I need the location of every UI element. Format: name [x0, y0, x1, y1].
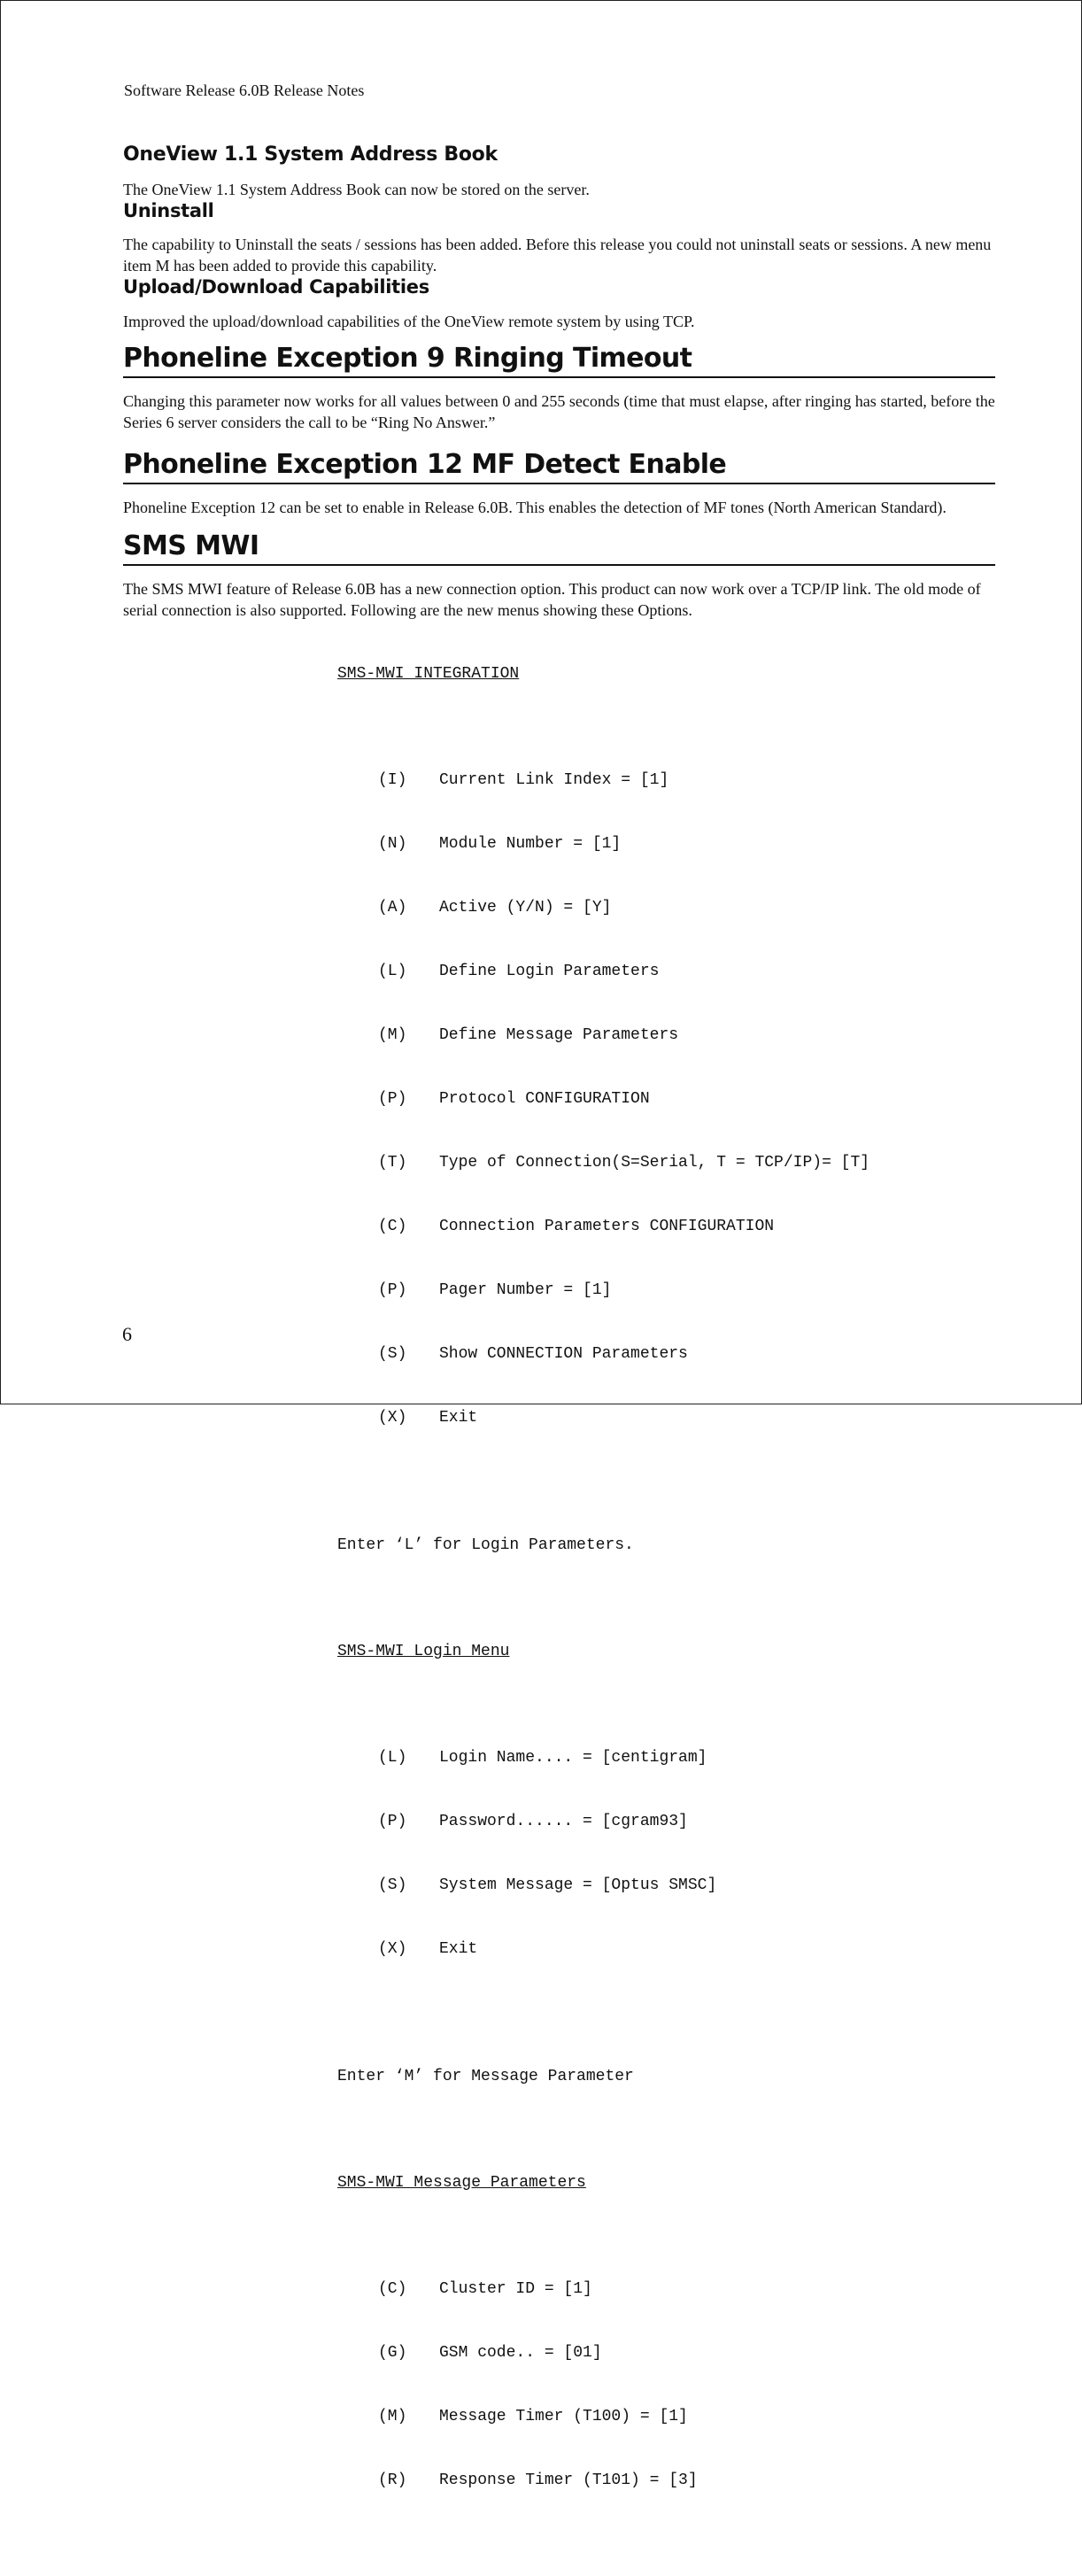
- menu-label: Active (Y/N) = [Y]: [439, 898, 612, 917]
- menu-label: Show CONNECTION Parameters: [439, 1344, 688, 1363]
- exception12-heading: Phoneline Exception 12 MF Detect Enable: [123, 448, 727, 480]
- uninstall-heading: Uninstall: [123, 200, 214, 222]
- menu-item: [337, 2342, 995, 2363]
- menu-label: Define Message Parameters: [439, 1025, 679, 1044]
- exception12-paragraph: Phoneline Exception 12 can be set to enable in Release 6.0B. This enables the detection of MF tones (North American Standard).: [123, 498, 947, 516]
- menu-item: [337, 1938, 995, 1960]
- oneview-heading: OneView 1.1 System Address Book: [123, 143, 498, 166]
- menu-key: (I): [378, 770, 407, 789]
- upload-download-paragraph: Improved the upload/download capabilities of the OneView remote system by using TCP.: [123, 312, 695, 330]
- menu-key: (X): [378, 1939, 407, 1958]
- menu-label: GSM code.. = [01]: [439, 2343, 602, 2362]
- menu-label: Exit: [439, 1939, 478, 1958]
- exception9-paragraph: Changing this parameter now works for all values between 0 and 255 seconds (time that must elapse, after ringing has started, before the Series 6 server considers the call to be “Ring No Answer.”: [123, 391, 995, 431]
- menu-key: (C): [378, 1217, 407, 1235]
- menu-label: Module Number = [1]: [439, 834, 622, 853]
- menu-key: (R): [378, 2471, 407, 2489]
- menu-item: [337, 2278, 995, 2300]
- menu-key: (N): [378, 834, 407, 853]
- menu-label: Connection Parameters CONFIGURATION: [439, 1217, 775, 1235]
- menu-key: (M): [378, 2407, 407, 2425]
- menu-item: [337, 897, 995, 918]
- menu-label: Current Link Index = [1]: [439, 770, 669, 789]
- exception9-heading: Phoneline Exception 9 Ringing Timeout: [123, 342, 692, 374]
- menu-label: Password...... = [cgram93]: [439, 1812, 688, 1830]
- menu-key: (M): [378, 1025, 407, 1044]
- menu-key: (A): [378, 898, 407, 917]
- menu-item: [337, 1152, 995, 1173]
- document-body: [123, 142, 995, 2576]
- menu-item: [337, 1343, 995, 1365]
- message-menu-title: SMS-MWI Message Parameters: [337, 2173, 586, 2192]
- page-number: 6: [122, 1323, 132, 1345]
- menu-label: Define Login Parameters: [439, 962, 660, 980]
- menu-key: (S): [378, 1344, 407, 1363]
- login-menu-items: [337, 1705, 995, 2002]
- login-prompt: Enter ‘L’ for Login Parameters.: [337, 1536, 634, 1554]
- menu-label: Exit: [439, 1408, 478, 1427]
- menu-item: [337, 1216, 995, 1237]
- exception9-heading-rule: [123, 343, 995, 378]
- menu-key: (C): [378, 2279, 407, 2298]
- menu-item: [337, 833, 995, 855]
- menu-item: [337, 2406, 995, 2427]
- integration-menu-items: [337, 727, 995, 1471]
- menu-item: [337, 1747, 995, 1768]
- menu-item: [337, 2470, 995, 2491]
- uninstall-paragraph: The capability to Uninstall the seats / sessions has been added. Before this release you could not uninstall seats or sessions. A new menu item M has been added to provide this capability.: [123, 235, 992, 275]
- menu-key: (P): [378, 1089, 407, 1108]
- menu-item: [337, 770, 995, 791]
- menu-item: [337, 961, 995, 982]
- menu-item: [337, 1407, 995, 1428]
- menu-label: Response Timer (T101) = [3]: [439, 2471, 698, 2489]
- menu-item: [337, 1025, 995, 1046]
- menu-item: [337, 1088, 995, 1110]
- menu-label: System Message = [Optus SMSC]: [439, 1876, 717, 1894]
- menu-label: Login Name.... = [centigram]: [439, 1748, 707, 1767]
- menu-item: [337, 1811, 995, 1832]
- oneview-paragraph: The OneView 1.1 System Address Book can now be stored on the server.: [123, 181, 590, 199]
- menu-label: Cluster ID = [1]: [439, 2279, 592, 2298]
- menu-key: (P): [378, 1812, 407, 1830]
- menu-key: (T): [378, 1153, 407, 1172]
- menu-key: (X): [378, 1408, 407, 1427]
- integration-menu: [337, 621, 995, 2576]
- menu-key: (S): [378, 1876, 407, 1894]
- menu-label: Protocol CONFIGURATION: [439, 1089, 650, 1108]
- menu-key: (L): [378, 1748, 407, 1767]
- sms-mwi-heading: SMS MWI: [123, 530, 259, 561]
- message-menu-items: [337, 2236, 995, 2533]
- upload-download-heading: Upload/Download Capabilities: [123, 275, 429, 298]
- message-prompt: Enter ‘M’ for Message Parameter: [337, 2067, 634, 2085]
- running-header: Software Release 6.0B Release Notes: [124, 81, 365, 99]
- sms-mwi-heading-rule: [123, 530, 995, 566]
- menu-item: [337, 1875, 995, 1896]
- menu-label: Type of Connection(S=Serial, T = TCP/IP)= [T]: [439, 1153, 870, 1172]
- exception12-heading-rule: [123, 449, 995, 484]
- menu-label: Pager Number = [1]: [439, 1280, 612, 1299]
- menu-key: (G): [378, 2343, 407, 2362]
- integration-menu-title: SMS-MWI INTEGRATION: [337, 664, 520, 683]
- menu-label: Message Timer (T100) = [1]: [439, 2407, 688, 2425]
- menu-item: [337, 1280, 995, 1301]
- menu-key: (L): [378, 962, 407, 980]
- menu-key: (P): [378, 1280, 407, 1299]
- sms-mwi-paragraph: The SMS MWI feature of Release 6.0B has a new connection option. This product can now work over a TCP/IP link. The old mode of serial connection is also supported. Following are the new menus showing these Options.: [123, 579, 981, 619]
- login-menu-title: SMS-MWI Login Menu: [337, 1642, 510, 1660]
